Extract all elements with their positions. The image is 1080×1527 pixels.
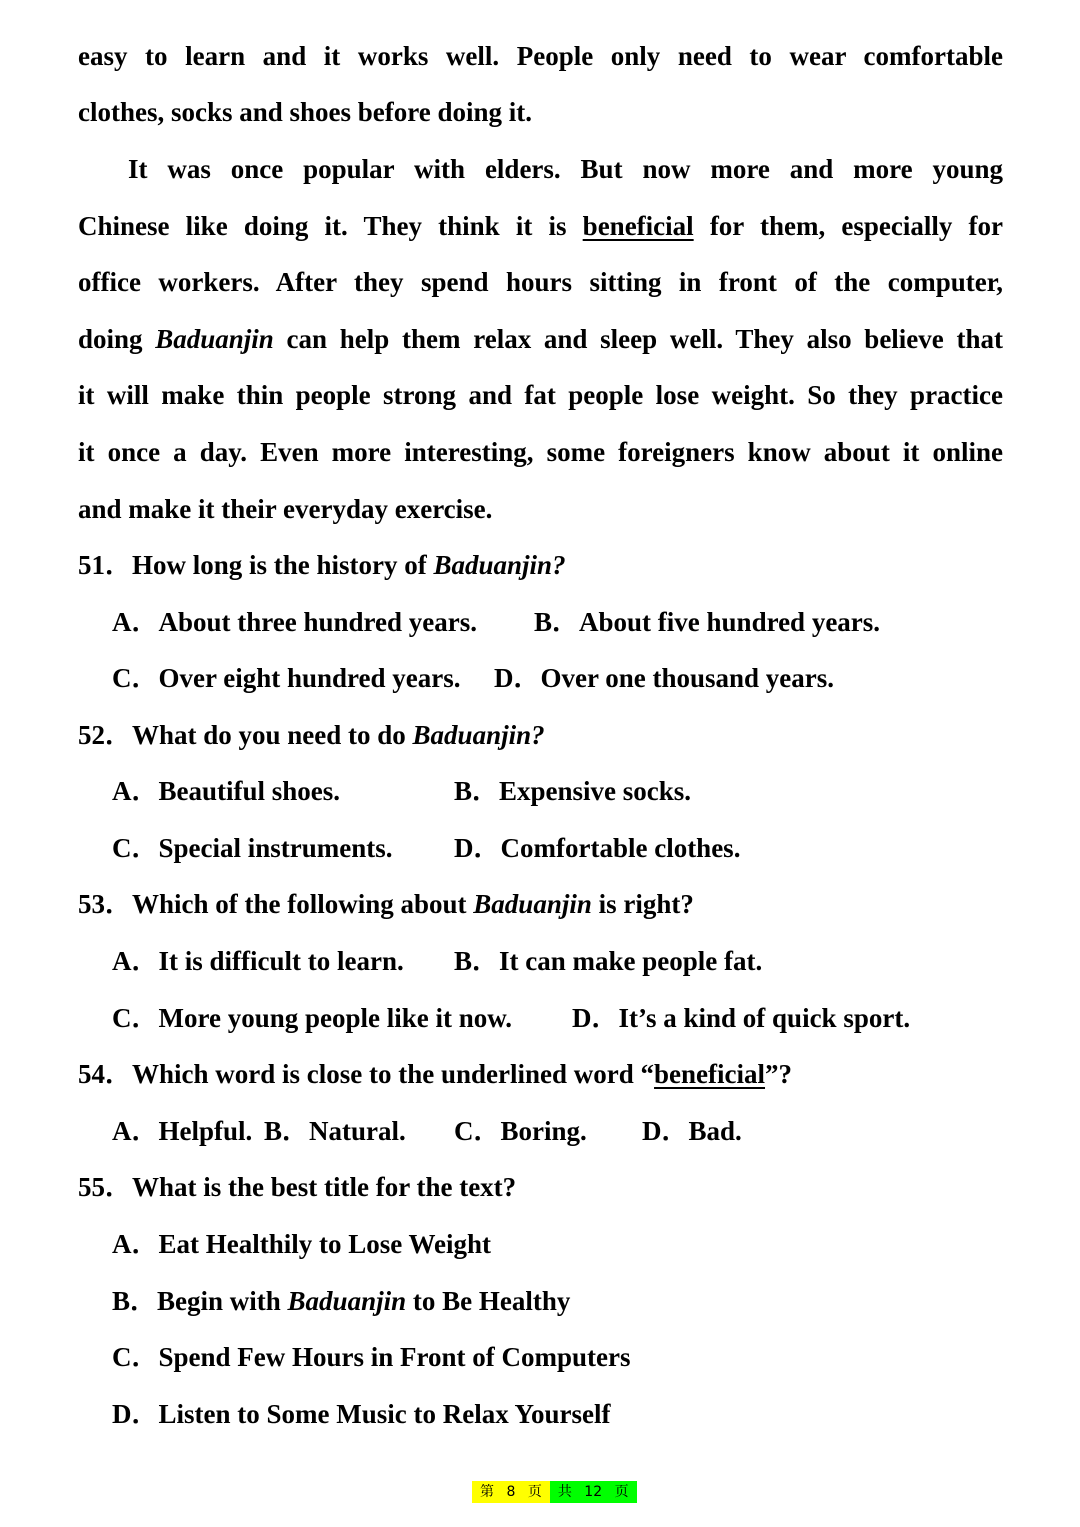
question-text: How long is the history of bbox=[132, 550, 434, 580]
page-suffix: 页 bbox=[527, 1484, 542, 1500]
total-pages: 12 bbox=[584, 1484, 603, 1500]
passage-line-1: easy to learn and it works well. People only need to wear comfortable bbox=[78, 41, 1003, 71]
q53-option-d[interactable] bbox=[572, 1001, 910, 1035]
option-text: It can make people fat. bbox=[499, 946, 763, 976]
question-text: is right? bbox=[591, 889, 694, 919]
q54-option-d[interactable] bbox=[642, 1114, 742, 1148]
q55-option-b[interactable] bbox=[112, 1284, 1012, 1318]
q54-option-b[interactable] bbox=[264, 1114, 406, 1148]
q54-option-a[interactable] bbox=[112, 1114, 252, 1148]
option-label: A． bbox=[112, 776, 159, 806]
option-label: A． bbox=[112, 1229, 159, 1259]
passage-line-2: clothes, socks and shoes before doing it. bbox=[78, 97, 533, 127]
option-label: D． bbox=[454, 833, 501, 863]
question-52 bbox=[78, 718, 1003, 752]
question-number: 55． bbox=[78, 1172, 132, 1202]
option-label: C． bbox=[112, 833, 159, 863]
question-number: 51． bbox=[78, 550, 132, 580]
total-prefix: 共 bbox=[557, 1484, 572, 1500]
italic-term: Baduanjin? bbox=[433, 550, 566, 580]
question-54 bbox=[78, 1057, 1003, 1091]
q55-option-d[interactable] bbox=[112, 1397, 1012, 1431]
option-text: Boring. bbox=[500, 1116, 587, 1146]
page-number-badge bbox=[472, 1481, 550, 1503]
total-suffix: 页 bbox=[614, 1484, 629, 1500]
q52-options-row-2 bbox=[112, 831, 1012, 865]
question-53 bbox=[78, 887, 1003, 921]
option-label: B． bbox=[454, 946, 500, 976]
option-label: B． bbox=[264, 1116, 310, 1146]
q52-option-c[interactable] bbox=[112, 831, 393, 865]
question-text: What do you need to do bbox=[132, 720, 413, 750]
q51-options-row-1 bbox=[112, 605, 1012, 639]
question-text: Which word is close to the underlined word “ bbox=[132, 1059, 655, 1089]
option-text: Over eight hundred years. bbox=[158, 663, 461, 693]
passage-text: can help them relax and sleep well. They also believe that bbox=[273, 324, 1003, 354]
question-55 bbox=[78, 1170, 1003, 1204]
option-text: Listen to Some Music to Relax Yourself bbox=[158, 1399, 611, 1429]
passage-text: for them, especially for bbox=[693, 211, 1003, 241]
option-label: A． bbox=[112, 1116, 159, 1146]
q51-option-a[interactable] bbox=[112, 605, 477, 639]
q55-option-a[interactable] bbox=[112, 1227, 1012, 1261]
q52-option-a[interactable] bbox=[112, 774, 340, 808]
option-label: C． bbox=[112, 1342, 159, 1372]
option-text: Beautiful shoes. bbox=[158, 776, 341, 806]
underlined-word: beneficial bbox=[654, 1059, 766, 1089]
page-number: 8 bbox=[506, 1484, 516, 1500]
option-text: Comfortable clothes. bbox=[500, 833, 741, 863]
q51-option-c[interactable] bbox=[112, 661, 461, 695]
q51-options-row-2 bbox=[112, 661, 1012, 695]
option-label: C． bbox=[112, 1003, 159, 1033]
passage-line-6 bbox=[78, 322, 1003, 356]
option-text: About three hundred years. bbox=[158, 607, 478, 637]
option-text: Natural. bbox=[309, 1116, 406, 1146]
question-number: 53． bbox=[78, 889, 132, 919]
passage-text: doing bbox=[78, 324, 156, 354]
italic-term: Baduanjin bbox=[473, 889, 592, 919]
italic-term: Baduanjin? bbox=[412, 720, 545, 750]
option-text: It’s a kind of quick sport. bbox=[618, 1003, 911, 1033]
option-label: B． bbox=[534, 607, 580, 637]
option-text: Special instruments. bbox=[158, 833, 393, 863]
option-label: C． bbox=[454, 1116, 501, 1146]
question-text: What is the best title for the text? bbox=[132, 1172, 517, 1202]
option-label: D． bbox=[112, 1399, 159, 1429]
q53-option-c[interactable] bbox=[112, 1001, 512, 1035]
q53-options-row-2 bbox=[112, 1001, 1012, 1035]
option-label: A． bbox=[112, 946, 159, 976]
option-text: Eat Healthily to Lose Weight bbox=[158, 1229, 492, 1259]
option-text: Spend Few Hours in Front of Computers bbox=[158, 1342, 631, 1372]
passage-line-5: office workers. After they spend hours sitting in front of the computer, bbox=[78, 267, 1003, 297]
option-text: Helpful. bbox=[158, 1116, 253, 1146]
q53-option-a[interactable] bbox=[112, 944, 404, 978]
option-label: D． bbox=[494, 663, 541, 693]
option-text: It is difficult to learn. bbox=[158, 946, 404, 976]
q52-options-row-1 bbox=[112, 774, 1012, 808]
passage-line-3: It was once popular with elders. But now more and more young bbox=[128, 154, 1003, 184]
question-text: Which of the following about bbox=[132, 889, 474, 919]
question-51 bbox=[78, 548, 1003, 582]
option-text: Expensive socks. bbox=[499, 776, 692, 806]
option-label: A． bbox=[112, 607, 159, 637]
italic-term: Baduanjin bbox=[155, 324, 274, 354]
italic-term: Baduanjin bbox=[287, 1286, 407, 1316]
option-text: Over one thousand years. bbox=[540, 663, 835, 693]
option-label: D． bbox=[572, 1003, 619, 1033]
option-label: B． bbox=[112, 1286, 158, 1316]
page-prefix: 第 bbox=[480, 1484, 494, 1500]
passage-line-7: it will make thin people strong and fat people lose weight. So they practice bbox=[78, 380, 1003, 410]
passage-text: Chinese like doing it. They think it is bbox=[78, 211, 583, 241]
total-pages-badge bbox=[550, 1481, 637, 1503]
option-text: Bad. bbox=[688, 1116, 742, 1146]
option-label: B． bbox=[454, 776, 500, 806]
q53-option-b[interactable] bbox=[454, 944, 762, 978]
passage-line-4 bbox=[78, 209, 1003, 243]
question-number: 52． bbox=[78, 720, 132, 750]
option-label: D． bbox=[642, 1116, 689, 1146]
question-number: 54． bbox=[78, 1059, 132, 1089]
option-text: Begin with bbox=[157, 1286, 288, 1316]
option-text: More young people like it now. bbox=[158, 1003, 513, 1033]
question-text: ”? bbox=[765, 1059, 793, 1089]
q51-option-b[interactable] bbox=[534, 605, 880, 639]
q52-option-b[interactable] bbox=[454, 774, 691, 808]
q55-option-c[interactable] bbox=[112, 1340, 1012, 1374]
option-text: About five hundred years. bbox=[579, 607, 881, 637]
q54-options-row bbox=[112, 1114, 1012, 1148]
passage-line-8: it once a day. Even more interesting, some foreigners know about it online bbox=[78, 437, 1003, 467]
option-label: C． bbox=[112, 663, 159, 693]
underlined-word: beneficial bbox=[582, 211, 694, 241]
option-text: to Be Healthy bbox=[406, 1286, 571, 1316]
q51-option-d[interactable] bbox=[494, 661, 834, 695]
q53-options-row-1 bbox=[112, 944, 1012, 978]
q54-option-c[interactable] bbox=[454, 1114, 587, 1148]
passage-line-9: and make it their everyday exercise. bbox=[78, 494, 493, 524]
q52-option-d[interactable] bbox=[454, 831, 740, 865]
page-indicator bbox=[472, 1481, 637, 1503]
